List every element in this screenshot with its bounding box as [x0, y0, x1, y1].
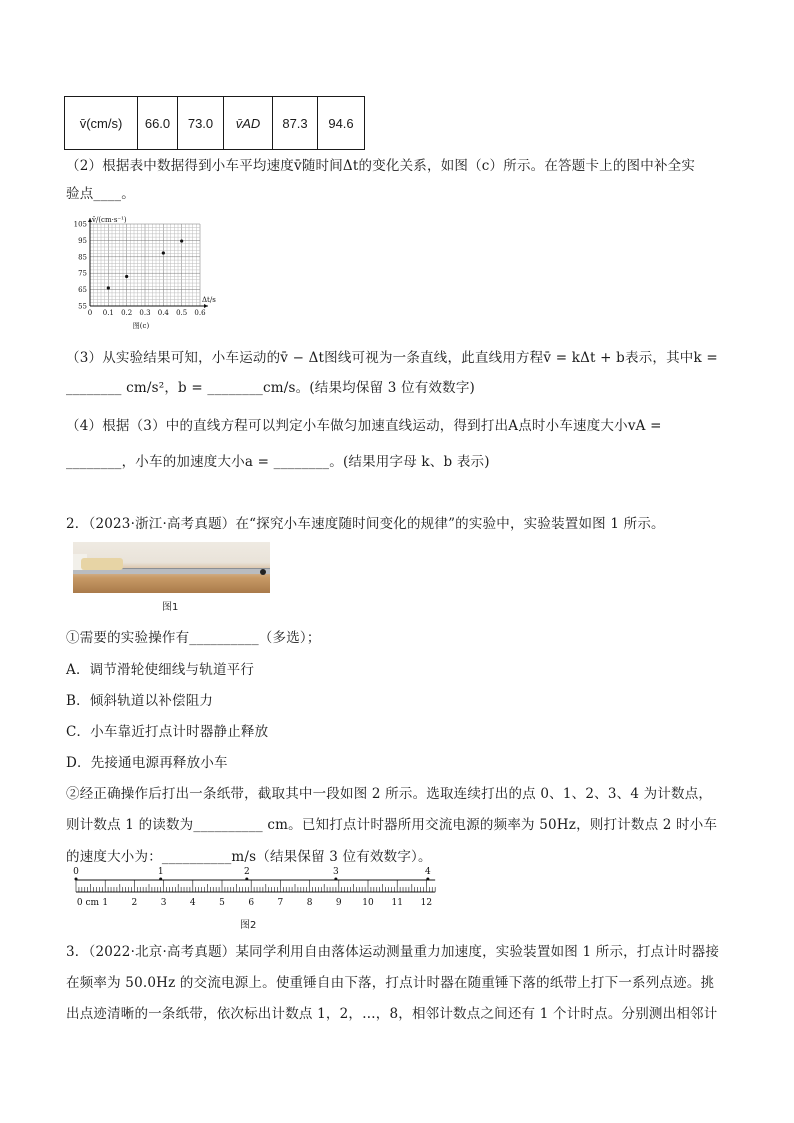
- ruler-number: 1: [102, 898, 109, 908]
- table-header-cell: v̄(cm/s): [65, 97, 138, 150]
- tape-point: [245, 878, 248, 881]
- ruler-number: 3: [160, 898, 167, 908]
- ruler-number: 6: [248, 898, 255, 908]
- tape-point: [159, 878, 162, 881]
- x-tick-label: 0.2: [121, 309, 133, 317]
- p2-sub2-line1: ②经正确操作后打出一条纸带，截取其中一段如图 2 所示。选取连续打出的点 0、1、2、3、4 为计数点，: [66, 786, 713, 802]
- q2-text-line2: 验点____。: [66, 186, 135, 202]
- fig2-caption: 图2: [240, 920, 257, 931]
- data-point: [162, 251, 165, 254]
- y-tick-label: 95: [78, 236, 87, 245]
- data-point: [125, 275, 128, 278]
- velocity-time-chart: [60, 208, 220, 336]
- q3-text-line2: ________ cm/s²，b = ________cm/s。(结果均保留 3 位有效数字): [66, 380, 476, 396]
- ruler-number: 11: [391, 898, 403, 908]
- table-cell: 94.6: [318, 97, 365, 150]
- chart-caption: 图(c): [132, 322, 150, 330]
- ruler-figure: [66, 866, 442, 914]
- option-d: D．先接通电源再释放小车: [66, 755, 228, 771]
- cart-shape: [81, 558, 123, 570]
- ruler-number: 9: [335, 898, 342, 908]
- q4-text-line1: （4）根据（3）中的直线方程可以判定小车做匀加速直线运动，得到打出A点时小车速度大小vA =: [66, 418, 662, 434]
- p2-stem: 2．（2023·浙江·高考真题）在“探究小车速度随时间变化的规律”的实验中，实验装置如图 1 所示。: [66, 516, 665, 532]
- x-tick-label: 0.1: [102, 309, 114, 317]
- y-axis-label: v̄/(cm·s⁻¹): [92, 216, 127, 224]
- p3-line1: 3．（2022·北京·高考真题）某同学利用自由落体运动测量重力加速度，实验装置如图 1 所示，打点计时器接: [66, 944, 720, 960]
- q2-text-line1: （2）根据表中数据得到小车平均速度v̄随时间Δt的变化关系，如图（c）所示。在答题卡上的图中补全实: [66, 158, 696, 174]
- option-c: C．小车靠近打点计时器静止释放: [66, 724, 269, 740]
- ruler-number: 0 cm: [76, 898, 100, 908]
- x-tick-label: 0.3: [139, 309, 151, 317]
- x-tick-label: 0: [87, 309, 93, 317]
- p2-sub2-line2: 则计数点 1 的读数为__________ cm。已知打点计时器所用交流电源的频率为 50Hz，则打计数点 2 时小车: [66, 817, 718, 833]
- tape-point-label: 4: [424, 867, 431, 877]
- tape-point-label: 3: [333, 867, 339, 877]
- ruler-number: 2: [131, 898, 138, 908]
- tape-point-label: 2: [243, 867, 250, 877]
- x-tick-label: 0.6: [194, 309, 206, 317]
- q4-text-line2: ________，小车的加速度大小a = ________。(结果用字母 k、b 表示): [66, 454, 490, 470]
- ruler-number: 4: [189, 898, 196, 908]
- tape-point: [75, 878, 78, 881]
- y-tick-label: 55: [78, 302, 87, 311]
- option-b: B．倾斜轨道以补偿阻力: [66, 693, 214, 709]
- ruler-number: 7: [277, 898, 284, 908]
- ruler-number: 10: [362, 898, 374, 908]
- y-tick-label: 65: [78, 286, 87, 295]
- y-tick-label: 105: [73, 220, 87, 229]
- x-axis-arrow: [204, 304, 208, 308]
- ruler-number: 5: [219, 898, 225, 908]
- tape-point-label: 1: [157, 867, 164, 877]
- data-point: [180, 239, 183, 242]
- q3-text-line1: （3）从实验结果可知，小车运动的v̄ − Δt图线可视为一条直线，此直线用方程v̄ = kΔt + b表示，其中k =: [66, 350, 718, 366]
- x-tick-label: 0.5: [176, 309, 188, 317]
- tape-point: [334, 878, 337, 881]
- fig1-caption: 图1: [162, 602, 179, 613]
- x-axis-label: Δt/s: [202, 296, 216, 304]
- p2-sub1: ①需要的实验操作有__________（多选）；: [66, 630, 321, 646]
- p2-sub2-line3: 的速度大小为：__________m/s（结果保留 3 位有效数字）。: [66, 849, 432, 865]
- tape-point-label: 0: [73, 867, 79, 877]
- experiment-apparatus-photo: [73, 542, 270, 593]
- velocity-table: [64, 96, 365, 150]
- y-tick-label: 75: [78, 269, 87, 278]
- pulley-shape: [260, 569, 266, 575]
- y-tick-label: 85: [78, 253, 87, 262]
- table-cell: 66.0: [138, 97, 178, 150]
- ruler-number: 8: [306, 898, 313, 908]
- tape-point: [426, 878, 429, 881]
- table-cell: 87.3: [273, 97, 318, 150]
- option-a: A．调节滑轮使细线与轨道平行: [66, 662, 255, 678]
- table-cell: 73.0: [178, 97, 224, 150]
- p3-line3: 出点迹清晰的一条纸带，依次标出计数点 1，2，…，8，相邻计数点之间还有 1 个计时点。分别测出相邻计: [66, 1006, 718, 1022]
- table-cell: v̄AD: [224, 97, 273, 150]
- ruler-number: 12: [420, 898, 433, 908]
- x-tick-label: 0.4: [157, 309, 169, 317]
- p3-line2: 在频率为 50.0Hz 的交流电源上。使重锤自由下落，打点计时器在随重锤下落的纸带上打下一系列点迹。挑: [66, 975, 715, 991]
- data-point: [107, 286, 110, 289]
